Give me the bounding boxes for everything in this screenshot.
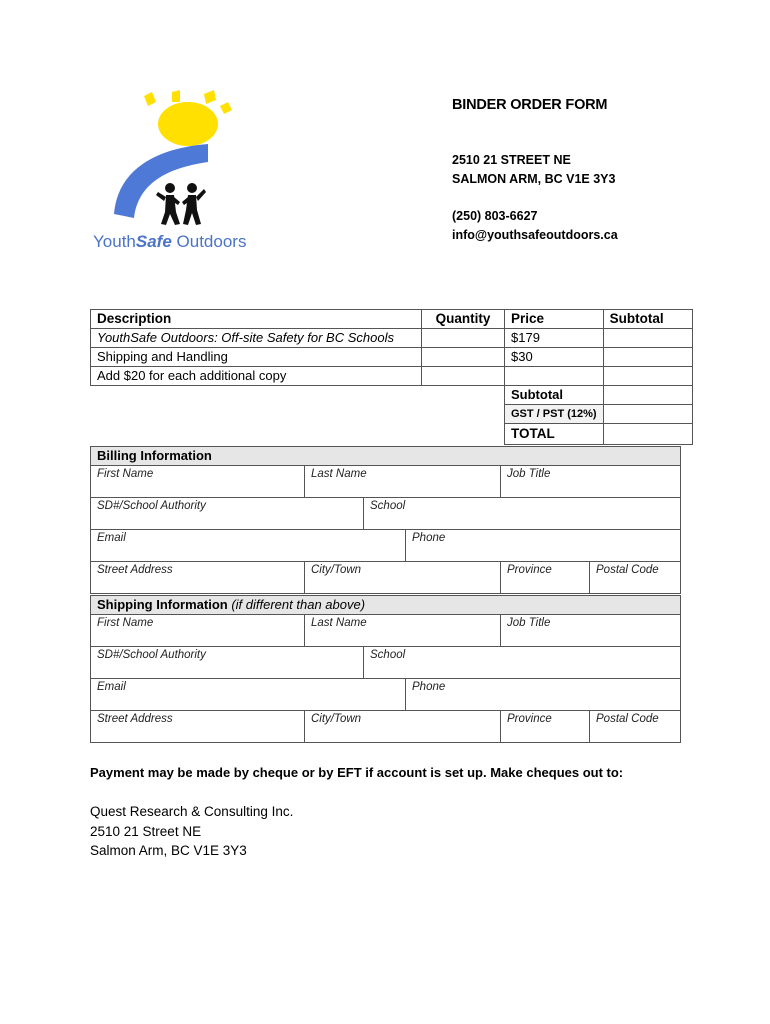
billing-row-school [91, 498, 680, 530]
payee-city: Salmon Arm, BC V1E 3Y3 [90, 843, 247, 858]
logo-text-tail: Outdoors [171, 232, 247, 251]
col-price: Price [505, 310, 604, 329]
row-description: YouthSafe Outdoors: Off-site Safety for BC Schools [91, 329, 422, 348]
payee-block [90, 802, 293, 861]
logo-text-regular: Youth [93, 232, 136, 251]
billing-row-contact [91, 530, 680, 562]
shipping-first-name-field[interactable]: First Name [91, 615, 305, 646]
billing-school-field[interactable]: School [370, 500, 406, 512]
shipping-title-text: Shipping Information [97, 597, 228, 612]
billing-phone-field[interactable]: Phone [412, 532, 446, 544]
col-description: Description [91, 310, 422, 329]
payee-street: 2510 21 Street NE [90, 823, 202, 839]
logo-text-bold: Safe [135, 232, 172, 251]
row-description: Add $20 for each additional copy [91, 367, 422, 386]
billing-street-field[interactable]: Street Address [91, 562, 305, 593]
billing-title: Billing Information [91, 447, 680, 466]
col-subtotal: Subtotal [603, 310, 692, 329]
total-field[interactable] [603, 424, 692, 445]
row-price: $179 [505, 329, 604, 348]
billing-section [90, 446, 681, 594]
gst-field[interactable] [603, 405, 692, 424]
header-block [452, 96, 752, 245]
table-row [91, 329, 693, 348]
table-row [91, 348, 693, 367]
address-line-2: SALMON ARM, BC V1E 3Y3 [452, 172, 616, 186]
subtotal-field[interactable] [603, 386, 692, 405]
form-title: BINDER ORDER FORM [452, 97, 608, 113]
shipping-city-field[interactable]: City/Town [305, 711, 501, 742]
email-address: info@youthsafeoutdoors.ca [452, 228, 618, 242]
gst-row [91, 405, 693, 424]
total-label: TOTAL [505, 424, 604, 445]
phone-number: (250) 803-6627 [452, 209, 538, 223]
col-quantity: Quantity [422, 310, 505, 329]
subtotal-row [91, 386, 693, 405]
shipping-email-field[interactable]: Email [91, 679, 406, 710]
billing-job-title-field[interactable]: Job Title [507, 468, 551, 480]
quantity-input[interactable] [422, 348, 505, 367]
address-line-1: 2510 21 STREET NE [452, 153, 571, 167]
shipping-street-field[interactable]: Street Address [91, 711, 305, 742]
billing-email-field[interactable]: Email [91, 530, 406, 561]
shipping-row-contact [91, 679, 680, 711]
shipping-row-address [91, 711, 680, 742]
total-row [91, 424, 693, 445]
sun [158, 102, 218, 146]
shipping-last-name-field[interactable]: Last Name [305, 615, 501, 646]
billing-row-address [91, 562, 680, 593]
address-block [452, 151, 752, 189]
order-table-header [91, 310, 693, 329]
quantity-input[interactable] [422, 329, 505, 348]
row-price [505, 367, 604, 386]
payee-name: Quest Research & Consulting Inc. [90, 804, 294, 819]
row-description: Shipping and Handling [91, 348, 422, 367]
order-table [90, 309, 693, 445]
shipping-title [91, 596, 680, 615]
shipping-section [90, 595, 681, 743]
billing-first-name-field[interactable]: First Name [91, 466, 305, 497]
logo-wordmark [93, 232, 246, 252]
row-price: $30 [505, 348, 604, 367]
shipping-job-title-field[interactable]: Job Title [507, 617, 551, 629]
row-subtotal[interactable] [603, 329, 692, 348]
billing-city-field[interactable]: City/Town [305, 562, 501, 593]
billing-authority-field[interactable]: SD#/School Authority [91, 498, 364, 529]
billing-row-name [91, 466, 680, 498]
shipping-province-field[interactable]: Province [501, 711, 590, 742]
contact-block [452, 207, 752, 245]
children-figures [156, 183, 206, 225]
row-subtotal[interactable] [603, 348, 692, 367]
quantity-input[interactable] [422, 367, 505, 386]
row-subtotal[interactable] [603, 367, 692, 386]
gst-label: GST / PST (12%) [505, 405, 604, 424]
shipping-row-school [91, 647, 680, 679]
shipping-school-field[interactable]: School [370, 649, 406, 661]
shipping-authority-field[interactable]: SD#/School Authority [91, 647, 364, 678]
payment-note: Payment may be made by cheque or by EFT if account is set up. Make cheques out to: [90, 765, 624, 780]
billing-province-field[interactable]: Province [501, 562, 590, 593]
table-row [91, 367, 693, 386]
billing-postal-field[interactable]: Postal Code [596, 564, 659, 576]
shipping-title-note: (if different than above) [231, 597, 366, 612]
billing-last-name-field[interactable]: Last Name [305, 466, 501, 497]
shipping-row-name [91, 615, 680, 647]
shipping-phone-field[interactable]: Phone [412, 681, 446, 693]
shipping-postal-field[interactable]: Postal Code [596, 713, 659, 725]
subtotal-label: Subtotal [505, 386, 604, 405]
